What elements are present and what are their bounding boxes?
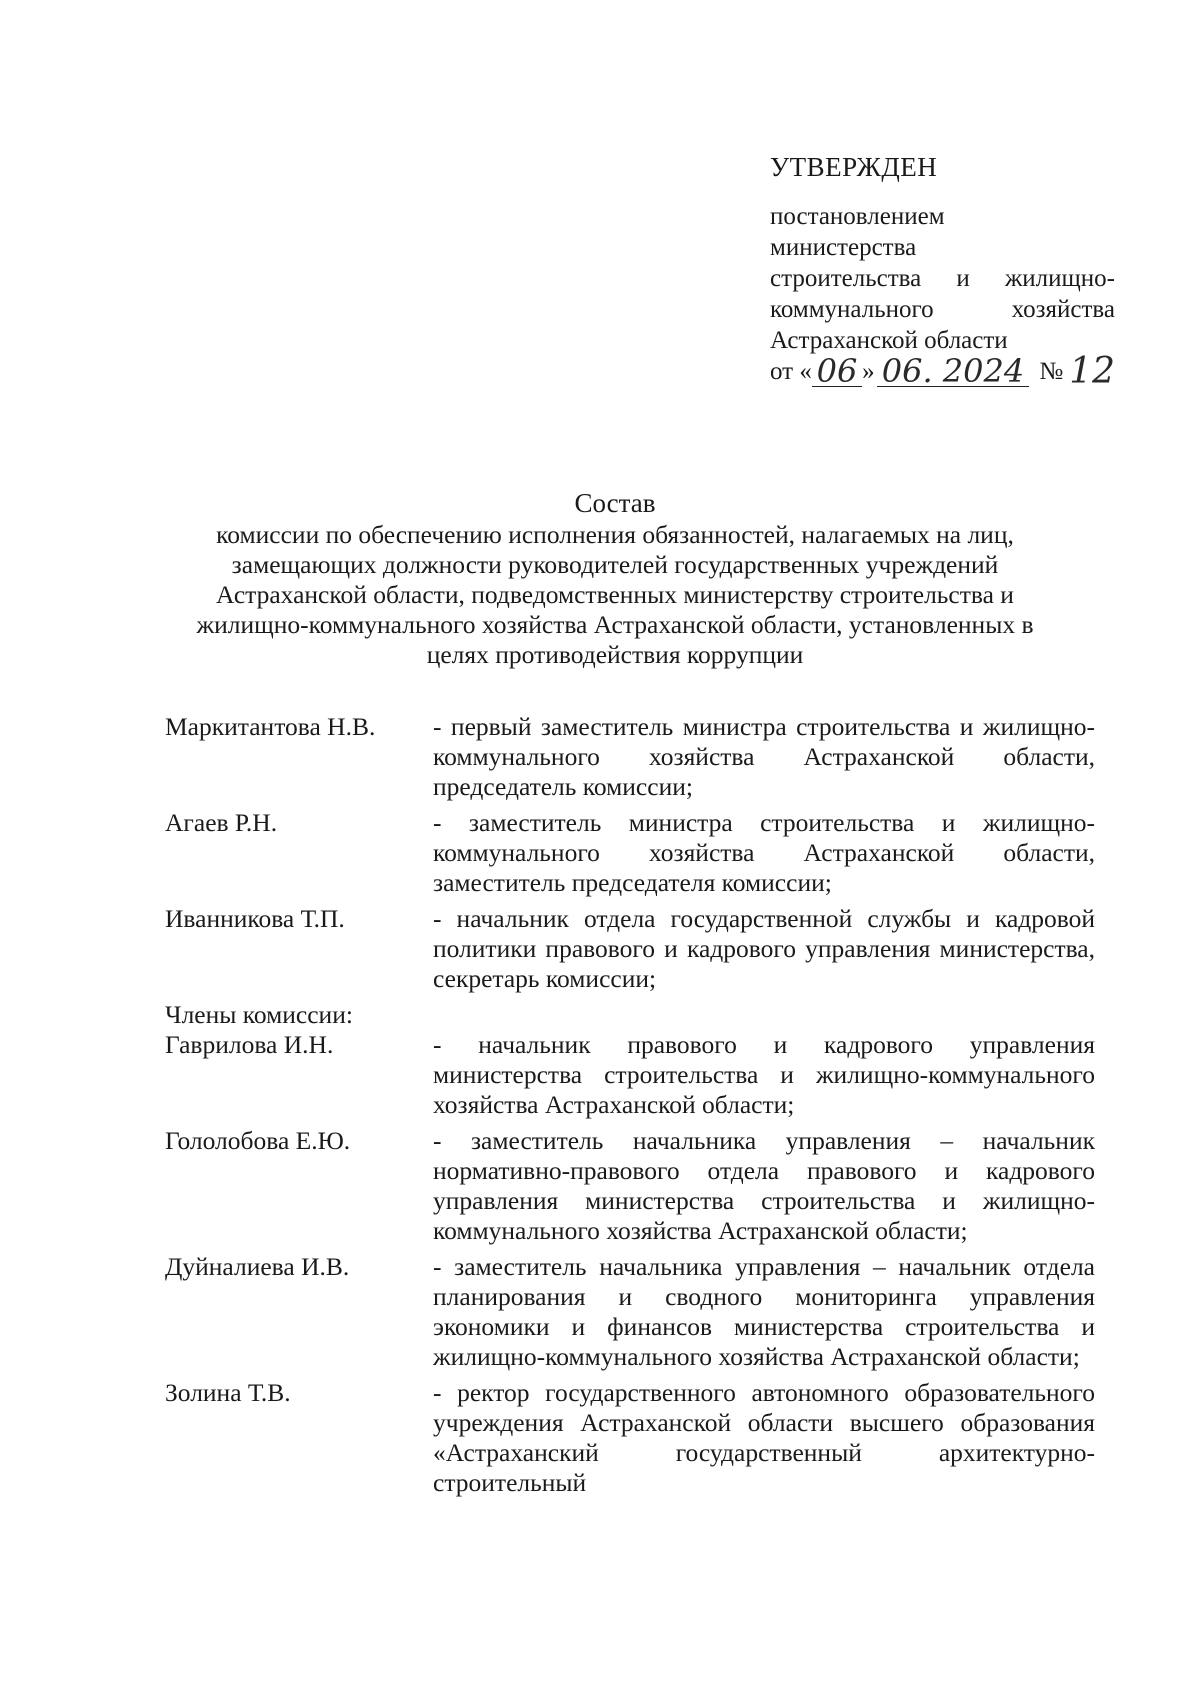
title-line: комиссии по обеспечению исполнения обязанностей, налагаемых на лиц, — [216, 520, 1014, 549]
number-value-handwritten: 12 — [1069, 351, 1115, 392]
approval-date-line — [770, 351, 1115, 392]
date-prefix: от « — [770, 358, 812, 385]
title-line: целях противодействия коррупции — [426, 640, 804, 669]
approval-heading: УТВЕРЖДЕН — [770, 152, 938, 182]
member-name: Гаврилова И.Н. — [165, 1030, 334, 1059]
member-row — [165, 1030, 1095, 1120]
approval-block — [770, 152, 1115, 392]
member-name: Золина Т.В. — [165, 1378, 291, 1407]
approval-line-3c: жилищно- — [1005, 265, 1115, 292]
member-row — [165, 808, 1095, 898]
members-list — [165, 712, 1095, 1504]
approval-line-3a: строительства — [770, 265, 922, 292]
member-row — [165, 904, 1095, 994]
title-main: Состав — [574, 488, 656, 518]
member-desc: - ректор государственного автономного образовательного учреждения Астраханской области высшего образования «Астраханский государственный архитектурно-строительный — [433, 1378, 1095, 1497]
member-desc: - заместитель министра строительства и жилищно-коммунального хозяйства Астраханской области, заместитель председателя комиссии; — [433, 808, 1095, 897]
member-row — [165, 1126, 1095, 1246]
member-row — [165, 712, 1095, 802]
member-desc: - начальник отдела государственной службы и кадровой политики правового и кадрового управления министерства, секретарь комиссии; — [433, 904, 1095, 993]
approval-line-5: Астраханской области — [770, 327, 1008, 354]
approval-line-3 — [770, 263, 1115, 294]
member-name: Иванникова Т.П. — [165, 904, 345, 933]
title-line: жилищно-коммунального хозяйства Астраханской области, установленных в — [196, 610, 1034, 639]
approval-line-4a: коммунального — [770, 296, 934, 323]
member-desc: - начальник правового и кадрового управления министерства строительства и жилищно-коммунального хозяйства Астраханской области; — [433, 1030, 1095, 1119]
date-mid: » — [862, 358, 875, 385]
approval-line-1: постановлением — [770, 203, 945, 230]
title-line: замещающих должности руководителей государственных учреждений — [231, 550, 999, 579]
member-name: Маркитантова Н.В. — [165, 712, 376, 741]
member-row — [165, 1252, 1095, 1372]
member-name: Агаев Р.Н. — [165, 808, 278, 837]
members-section-label: Члены комиссии: — [165, 1000, 353, 1029]
title-line: Астраханской области, подведомственных министерству строительства и — [216, 580, 1014, 609]
approval-line-2: министерства — [770, 234, 917, 261]
date-day-handwritten: 06 — [812, 356, 862, 387]
member-name: Дуйналиева И.В. — [165, 1252, 350, 1281]
date-month-year-handwritten: 06. 2024 — [877, 356, 1030, 387]
number-label: № — [1039, 358, 1064, 385]
member-desc: - первый заместитель министра строительства и жилищно-коммунального хозяйства Астраханской области, председатель комиссии; — [433, 712, 1095, 801]
member-name: Гололобова Е.Ю. — [165, 1126, 351, 1155]
member-desc: - заместитель начальника управления – начальник нормативно-правового отдела правового и кадрового управления министерства строительства и жилищно-коммунального хозяйства Астраханской области; — [433, 1126, 1095, 1245]
approval-line-4b: хозяйства — [1011, 296, 1115, 323]
approval-line-3b: и — [956, 265, 970, 292]
member-desc: - заместитель начальника управления – начальник отдела планирования и сводного мониторинга управления экономики и финансов министерства строительства и жилищно-коммунального хозяйства Астраханской области; — [433, 1252, 1095, 1371]
document-title — [150, 488, 1080, 670]
approval-line-4 — [770, 294, 1115, 325]
member-row — [165, 1378, 1095, 1498]
